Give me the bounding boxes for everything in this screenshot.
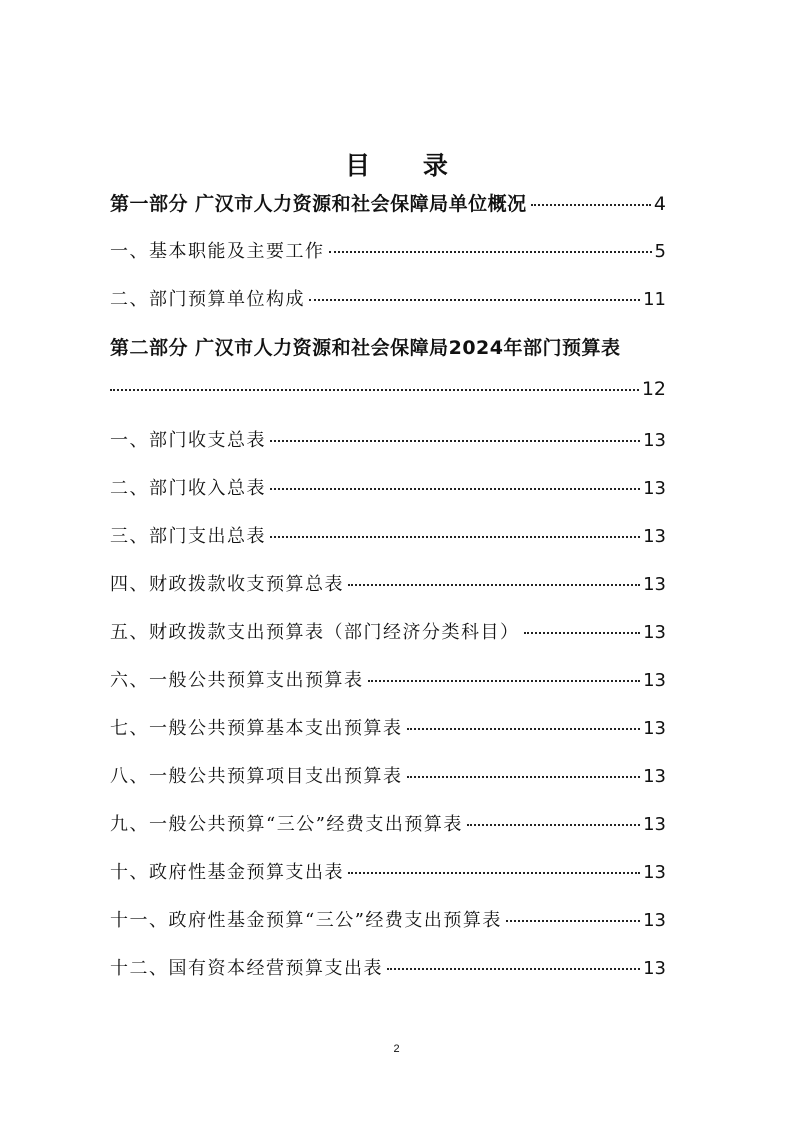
toc-entry-label: 六、一般公共预算支出预算表 xyxy=(110,670,364,691)
toc-entry[interactable] xyxy=(110,810,666,840)
toc-entry-label: 十、政府性基金预算支出表 xyxy=(110,862,344,883)
toc-entry-label: 五、财政拨款支出预算表（部门经济分类科目） xyxy=(110,622,520,643)
toc-entry-page: 13 xyxy=(643,958,666,979)
toc-entry[interactable] xyxy=(110,570,666,600)
toc-entry[interactable] xyxy=(110,474,666,504)
toc-entry[interactable] xyxy=(110,666,666,696)
dot-leader xyxy=(309,299,640,301)
toc-entry-page: 13 xyxy=(643,718,666,739)
toc-entry[interactable] xyxy=(110,237,666,267)
toc-entry[interactable] xyxy=(110,426,666,456)
dot-leader xyxy=(368,680,641,682)
dot-leader xyxy=(348,872,640,874)
toc-entry-label: 十二、国有资本经营预算支出表 xyxy=(110,958,383,979)
toc-entry-page: 5 xyxy=(654,241,666,262)
toc-entry-page: 11 xyxy=(643,289,666,310)
toc-entry-part-2-title[interactable] xyxy=(110,333,666,363)
toc-entry[interactable] xyxy=(110,906,666,936)
dot-leader xyxy=(524,632,641,634)
toc-entry-page: 13 xyxy=(643,574,666,595)
toc-entry[interactable] xyxy=(110,714,666,744)
toc-entry-label: 八、一般公共预算项目支出预算表 xyxy=(110,766,403,787)
dot-leader xyxy=(506,920,640,922)
toc-entry-part-1[interactable] xyxy=(110,189,666,219)
toc-entry-page: 13 xyxy=(643,478,666,499)
toc-entry-label: 十一、政府性基金预算“三公”经费支出预算表 xyxy=(110,910,502,931)
toc-entry-part-2-continuation[interactable] xyxy=(110,378,666,408)
toc-entry-label: 一、部门收支总表 xyxy=(110,430,266,451)
toc-entry[interactable] xyxy=(110,618,666,648)
dot-leader xyxy=(407,776,641,778)
dot-leader xyxy=(407,728,641,730)
toc-entry[interactable] xyxy=(110,858,666,888)
dot-leader xyxy=(531,204,651,206)
toc-entry-page: 12 xyxy=(641,378,666,400)
dot-leader xyxy=(270,488,640,490)
toc-entry[interactable] xyxy=(110,762,666,792)
dot-leader xyxy=(270,536,640,538)
toc-entry-label: 四、财政拨款收支预算总表 xyxy=(110,574,344,595)
toc-entry-label: 七、一般公共预算基本支出预算表 xyxy=(110,718,403,739)
dot-leader xyxy=(467,824,640,826)
toc-entry-page: 13 xyxy=(643,670,666,691)
toc-entry[interactable] xyxy=(110,285,666,315)
toc-entry-label: 二、部门预算单位构成 xyxy=(110,289,305,310)
toc-title: 目 录 xyxy=(345,151,470,180)
toc-entry-page: 13 xyxy=(643,430,666,451)
toc-entry-label: 第二部分 广汉市人力资源和社会保障局2024年部门预算表 xyxy=(110,337,621,359)
page-number: 2 xyxy=(393,1043,400,1055)
toc-entry-page: 13 xyxy=(643,622,666,643)
toc-entry-page: 13 xyxy=(643,910,666,931)
dot-leader xyxy=(387,968,640,970)
dot-leader xyxy=(110,389,639,391)
toc-entry-label: 第一部分 广汉市人力资源和社会保障局单位概况 xyxy=(110,193,527,215)
toc-entry-page: 13 xyxy=(643,766,666,787)
dot-leader xyxy=(270,440,640,442)
toc-entry-page: 13 xyxy=(643,862,666,883)
toc-entry-page: 13 xyxy=(643,814,666,835)
toc-entry-label: 九、一般公共预算“三公”经费支出预算表 xyxy=(110,814,463,835)
toc-entry-label: 二、部门收入总表 xyxy=(110,478,266,499)
toc-entry-page: 13 xyxy=(643,526,666,547)
toc-entry-label: 三、部门支出总表 xyxy=(110,526,266,547)
dot-leader xyxy=(348,584,640,586)
dot-leader xyxy=(329,251,652,253)
toc-entry-page: 4 xyxy=(653,193,666,215)
toc-entry[interactable] xyxy=(110,522,666,552)
toc-entry-label: 一、基本职能及主要工作 xyxy=(110,241,325,262)
toc-entry[interactable] xyxy=(110,954,666,984)
